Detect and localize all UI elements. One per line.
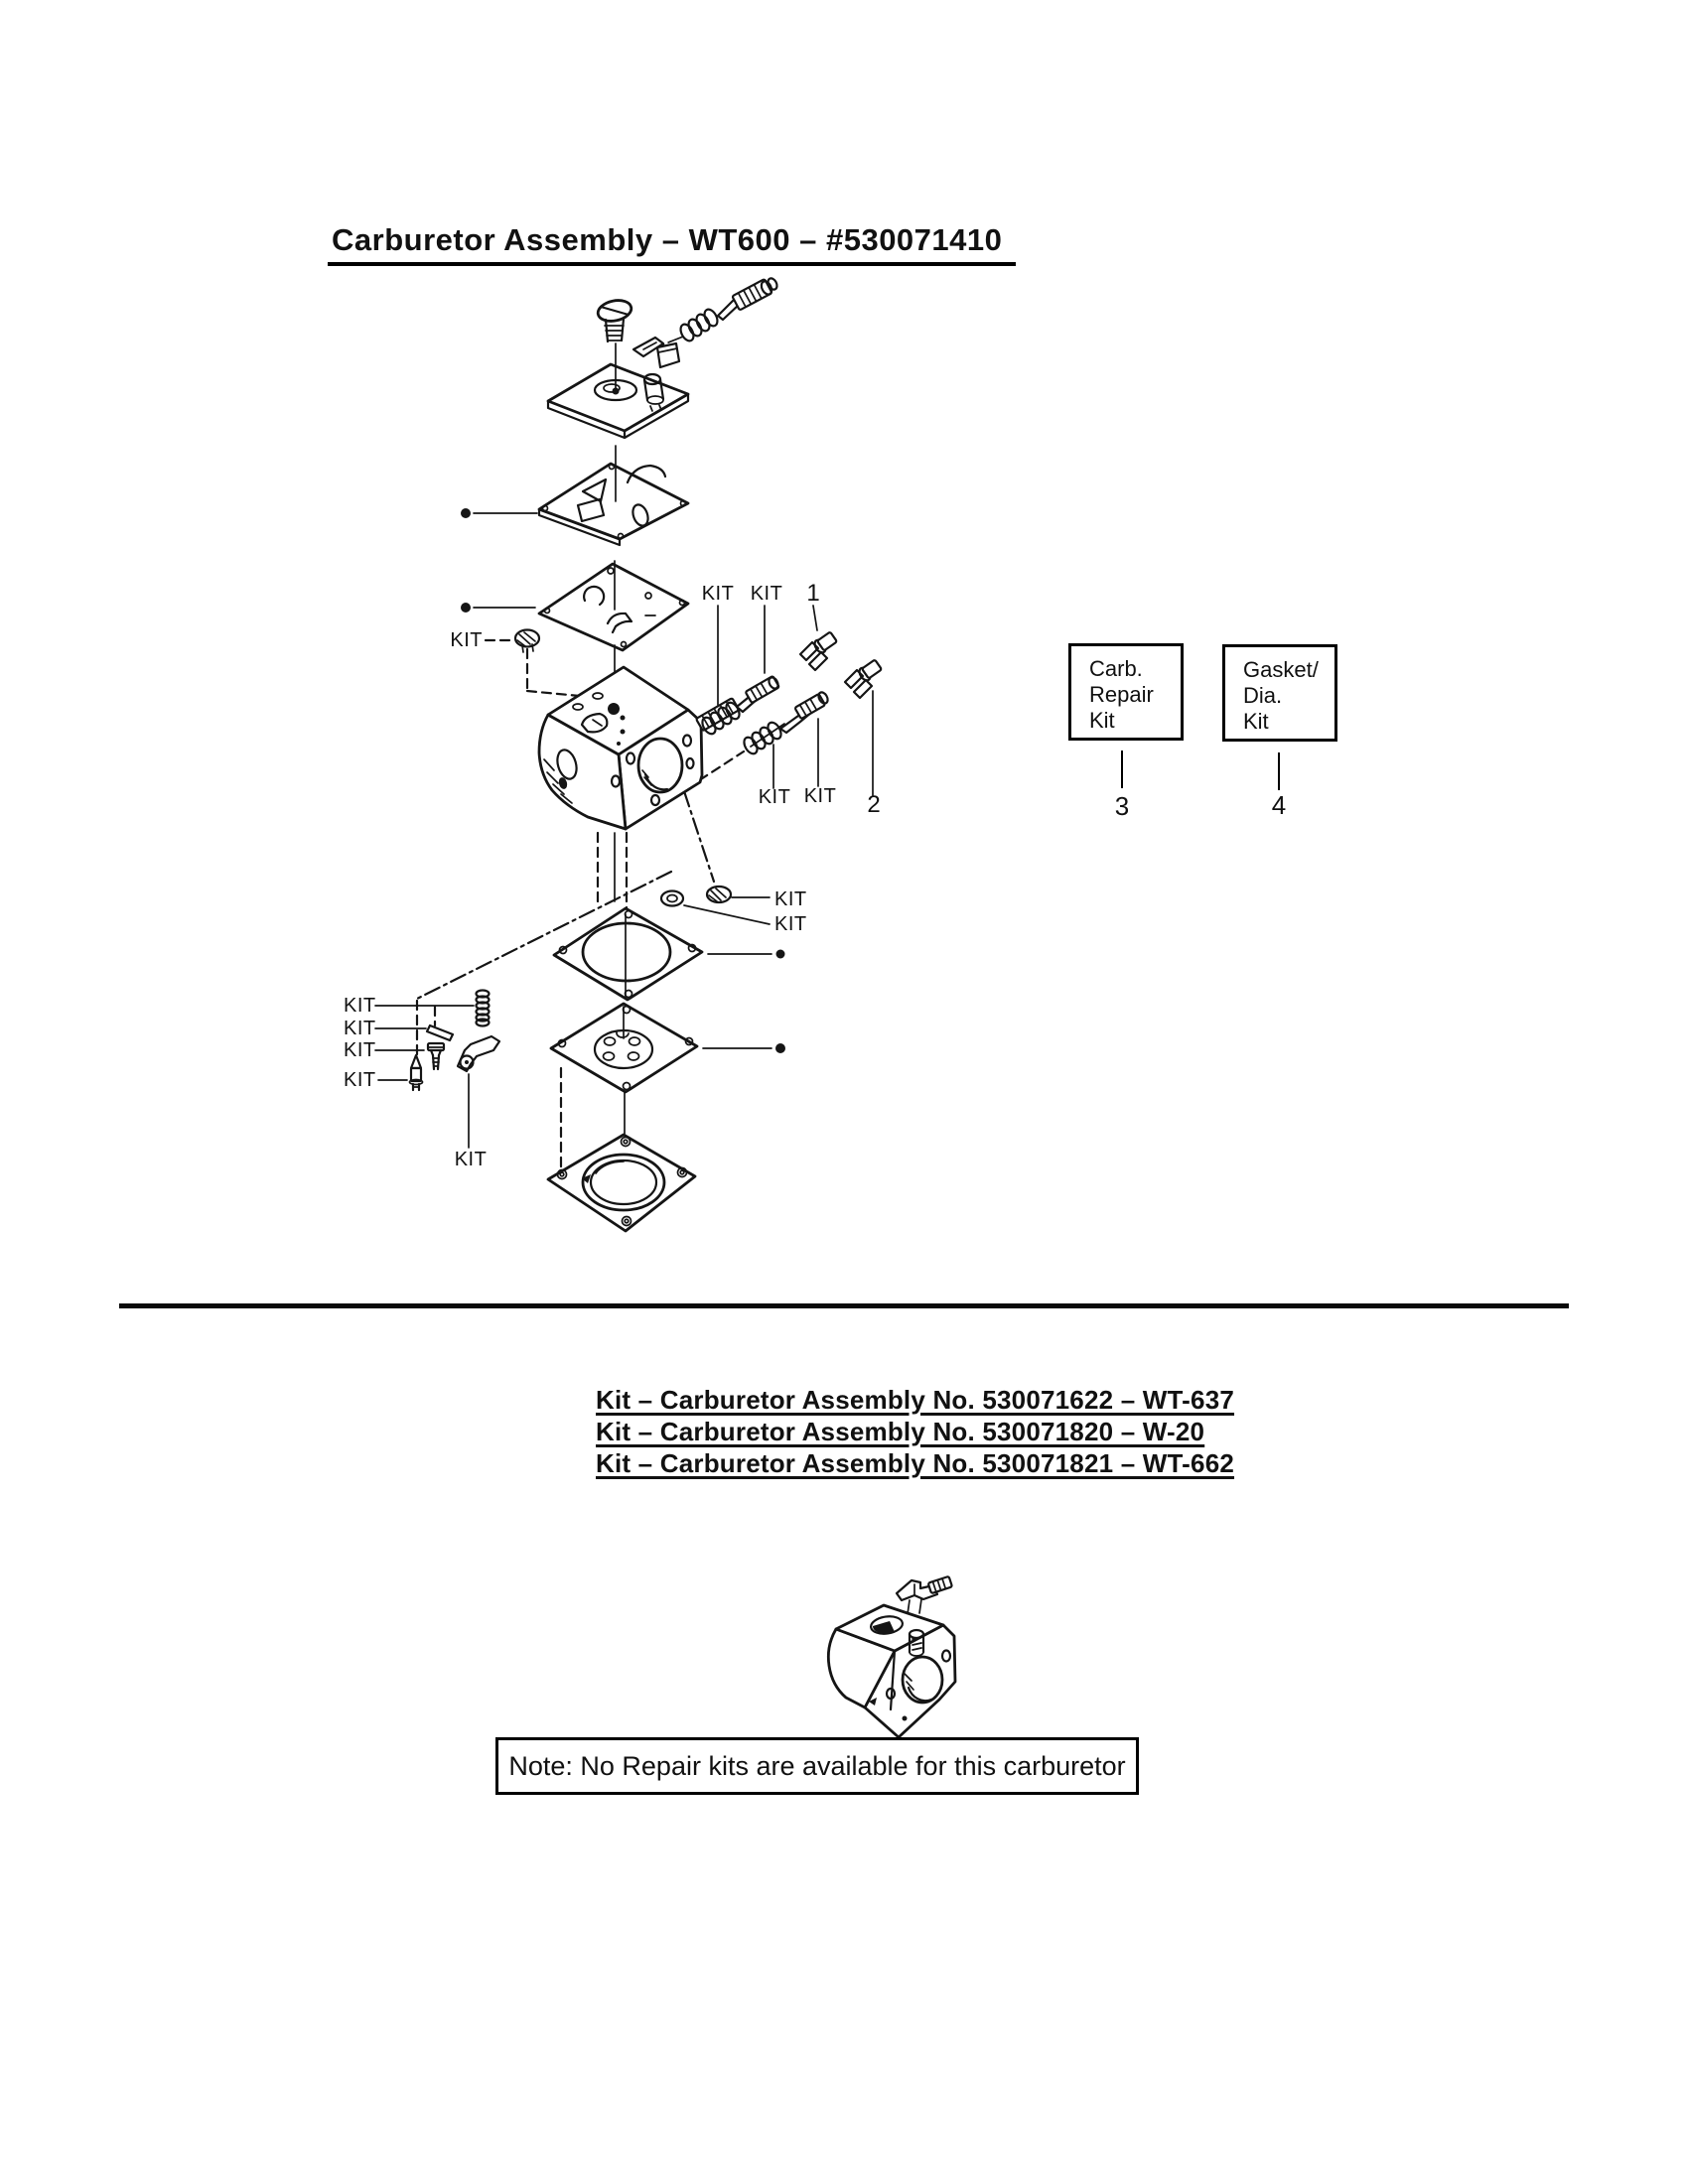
kit-list bbox=[596, 1384, 1234, 1479]
inlet-needle bbox=[410, 1055, 423, 1090]
section-divider bbox=[119, 1303, 1569, 1308]
choke-bracket bbox=[633, 338, 679, 367]
kit-label: KIT bbox=[750, 583, 783, 605]
gasket-dia-kit-line3: Kit bbox=[1243, 709, 1269, 734]
kit-label: KIT bbox=[803, 785, 837, 807]
bottom-cover bbox=[548, 1135, 695, 1231]
mini-carburetor bbox=[828, 1576, 955, 1737]
kit-label: KIT bbox=[774, 888, 807, 910]
primer-discs bbox=[661, 887, 731, 906]
gasket-dia-kit-line1: Gasket/ bbox=[1243, 657, 1319, 682]
gasket-dia-kit-box bbox=[1222, 644, 1337, 742]
retainer-clip bbox=[800, 631, 837, 670]
needle-spring-top bbox=[678, 277, 778, 343]
fulcrum-pin bbox=[427, 1025, 453, 1040]
carb-repair-kit-line3: Kit bbox=[1089, 708, 1115, 733]
page-title: Carburetor Assembly – WT600 – #530071410 bbox=[328, 222, 1016, 266]
kit-label: KIT bbox=[344, 1018, 376, 1039]
kit-label: KIT bbox=[344, 1069, 376, 1091]
bullet-dot bbox=[461, 603, 471, 613]
metering-lever bbox=[458, 1036, 499, 1071]
callout-3: 3 bbox=[1114, 791, 1130, 821]
carb-body bbox=[539, 667, 702, 829]
gasket-top bbox=[539, 464, 688, 545]
note-box bbox=[495, 1737, 1139, 1795]
kit-label: KIT bbox=[758, 786, 791, 808]
retainer-clip bbox=[845, 659, 882, 698]
gasket-dia-kit-line2: Dia. bbox=[1243, 683, 1283, 708]
note-text: Note: No Repair kits are available for this carburetor bbox=[508, 1750, 1126, 1781]
pump-plate bbox=[539, 564, 688, 650]
kit-label: KIT bbox=[450, 629, 483, 651]
bullet-dot bbox=[776, 950, 785, 959]
carb-repair-kit-leader bbox=[1121, 751, 1123, 788]
cover-plate bbox=[548, 364, 688, 438]
fulcrum-screw bbox=[428, 1043, 444, 1069]
bullet-dot bbox=[775, 1043, 785, 1053]
kit-list-line1: Kit – Carburetor Assembly No. 530071622 – WT-637 bbox=[596, 1385, 1235, 1415]
carb-repair-kit-box bbox=[1068, 643, 1184, 741]
kit-label: KIT bbox=[774, 913, 807, 935]
callout-2: 2 bbox=[867, 791, 881, 818]
metering-spring bbox=[477, 991, 490, 1026]
callout-1: 1 bbox=[806, 580, 820, 607]
kit-list-line3: Kit – Carburetor Assembly No. 530071821 – WT-662 bbox=[596, 1448, 1235, 1478]
mixture-needles bbox=[696, 631, 882, 755]
kit-label: KIT bbox=[454, 1149, 488, 1170]
carb-repair-kit-line1: Carb. bbox=[1089, 656, 1143, 681]
kit-label: KIT bbox=[701, 583, 735, 605]
callout-4: 4 bbox=[1271, 790, 1287, 820]
kit-label: KIT bbox=[344, 995, 376, 1017]
carb-repair-kit-line2: Repair bbox=[1089, 682, 1154, 707]
bullet-dot bbox=[461, 508, 471, 518]
pump-gasket bbox=[554, 908, 702, 1000]
kit-label: KIT bbox=[344, 1039, 376, 1061]
gasket-dia-kit-leader bbox=[1278, 752, 1280, 790]
idle-screw bbox=[596, 298, 632, 341]
kit-list-line2: Kit – Carburetor Assembly No. 530071820 – W-20 bbox=[596, 1417, 1205, 1446]
